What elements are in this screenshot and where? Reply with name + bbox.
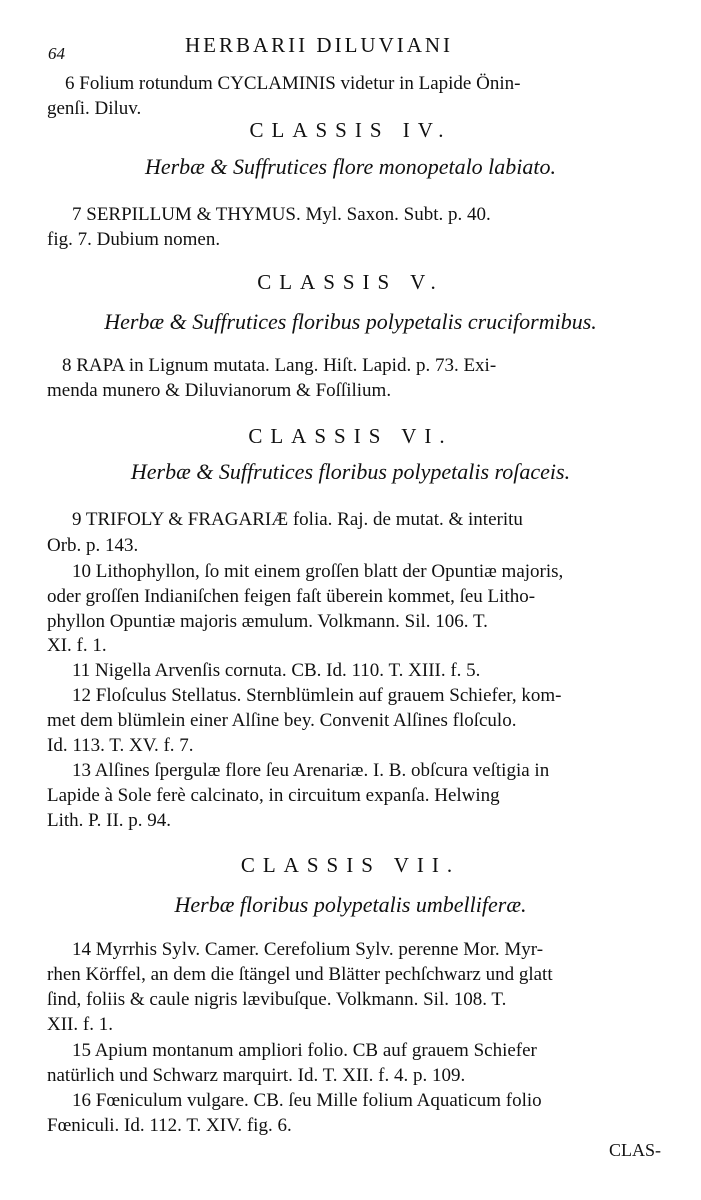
entry-9-line-1: 9 TRIFOLY & FRAGARIÆ folia. Raj. de mutat. & interitu (72, 509, 523, 530)
entry-12-line-3: Id. 113. T. XV. f. 7. (47, 735, 194, 756)
entry-15-line-1: 15 Apium montanum ampliori folio. CB auf grauem Schiefer (72, 1040, 537, 1061)
entry-8-line-1: 8 RAPA in Lignum mutata. Lang. Hiſt. Lapid. p. 73. Exi- (62, 355, 497, 376)
entry-6-line-2: genſi. Diluv. (47, 98, 142, 119)
running-head: HERBARII DILUVIANI (185, 33, 454, 57)
class-title-6: Herbæ & Suffrutices floribus polypetalis roſaceis. (130, 459, 571, 484)
classis-heading-6: CLASSIS VI. (248, 424, 453, 448)
entry-10-line-3: phyllon Opuntiæ majoris æmulum. Volkmann. Sil. 106. T. (47, 611, 488, 632)
entry-12-line-2: met dem blümlein einer Alſine bey. Convenit Alſines floſculo. (47, 710, 517, 731)
entry-10-line-1: 10 Lithophyllon, ſo mit einem groſſen blatt der Opuntiæ majoris, (72, 561, 564, 582)
class-title-7: Herbæ floribus polypetalis umbelliferæ. (174, 892, 527, 917)
catchword: CLAS- (608, 1140, 661, 1160)
entry-10-line-4: XI. f. 1. (47, 635, 107, 656)
entry-6-line-1: 6 Folium rotundum CYCLAMINIS videtur in Lapide Önin- (65, 73, 521, 94)
entry-7-line-1: 7 SERPILLUM & THYMUS. Myl. Saxon. Subt. p. 40. (72, 204, 491, 225)
entry-14-line-2: rhen Körffel, an dem die ſtängel und Blätter pechſchwarz und glatt (47, 964, 553, 985)
entry-15-line-2: natürlich und Schwarz marquirt. Id. T. XII. f. 4. p. 109. (47, 1065, 466, 1086)
class-title-5: Herbæ & Suffrutices floribus polypetalis cruciformibus. (104, 309, 597, 334)
entry-13-line-3: Lith. P. II. p. 94. (47, 810, 172, 831)
entry-16-line-2: Fœniculi. Id. 112. T. XIV. fig. 6. (47, 1115, 292, 1136)
page-number: 64 (48, 44, 65, 63)
entry-10-line-2: oder groſſen Indianiſchen feigen faſt überein kommet, ſeu Litho- (47, 586, 536, 607)
classis-heading-4: CLASSIS IV. (249, 118, 452, 142)
classis-heading-5: CLASSIS V. (257, 270, 444, 294)
entry-11-line-1: 11 Nigella Arvenſis cornuta. CB. Id. 110. T. XIII. f. 5. (72, 660, 481, 681)
entry-8-line-2: menda munero & Diluvianorum & Foſſilium. (47, 380, 392, 401)
entry-12-line-1: 12 Floſculus Stellatus. Sternblümlein auf grauem Schiefer, kom- (72, 685, 562, 706)
entry-9-line-2: Orb. p. 143. (47, 535, 139, 556)
entry-7-line-2: fig. 7. Dubium nomen. (47, 229, 221, 250)
entry-14-line-1: 14 Myrrhis Sylv. Camer. Cerefolium Sylv. perenne Mor. Myr- (72, 939, 544, 960)
entry-14-line-3: ſind, foliis & caule nigris lævibuſque. Volkmann. Sil. 108. T. (47, 989, 507, 1010)
classis-heading-7: CLASSIS VII. (240, 853, 461, 877)
entry-13-line-1: 13 Alſines ſpergulæ flore ſeu Arenariæ. I. B. obſcura veſtigia in (72, 760, 550, 781)
class-title-4: Herbæ & Suffrutices flore monopetalo labiato. (144, 154, 557, 179)
entry-16-line-1: 16 Fœniculum vulgare. CB. ſeu Mille folium Aquaticum folio (72, 1090, 542, 1111)
entry-13-line-2: Lapide à Sole ferè calcinato, in circuitum expanſa. Helwing (47, 785, 500, 806)
entry-14-line-4: XII. f. 1. (47, 1014, 113, 1035)
